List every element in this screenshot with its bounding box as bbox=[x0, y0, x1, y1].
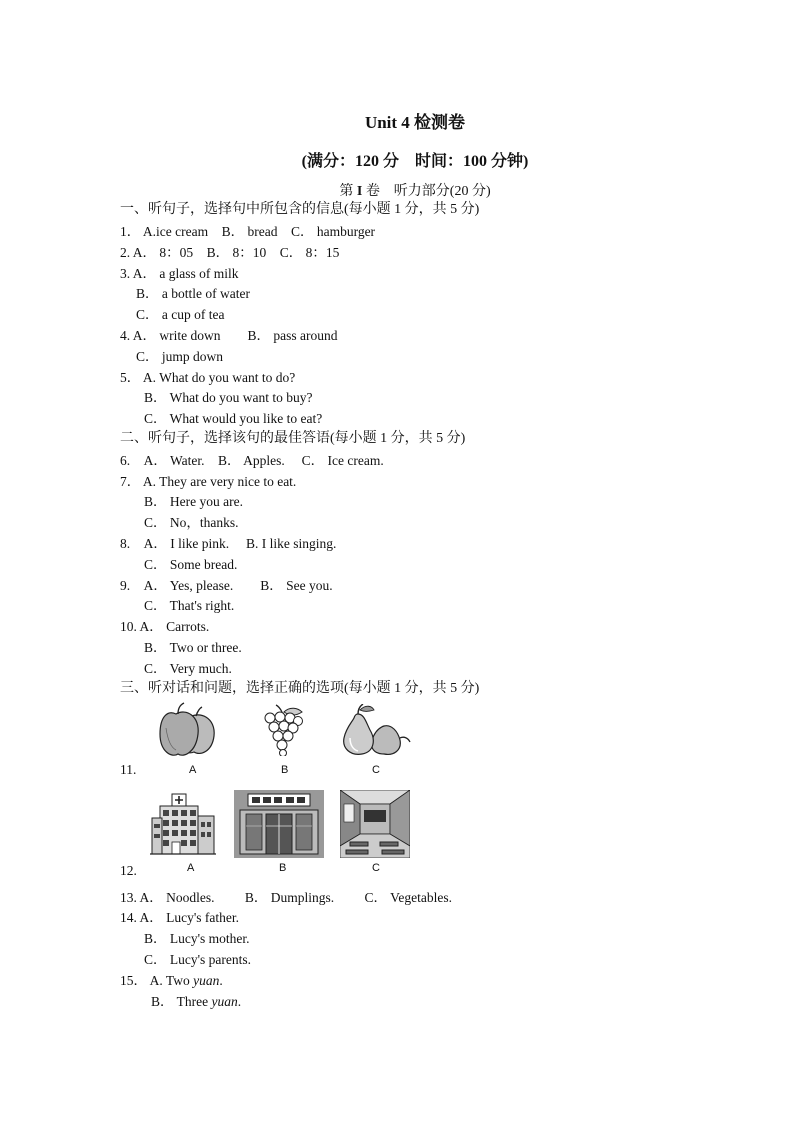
question-5-c: C． What would you like to eat? bbox=[144, 411, 323, 426]
question-5-a: 5． A. What do you want to do? bbox=[120, 370, 296, 385]
question-12-number: 12. bbox=[120, 863, 137, 878]
caption-12-a: A bbox=[187, 862, 195, 874]
question-15-a-unit: yuan bbox=[193, 973, 220, 988]
question-8-a: 8. A． I like pink. B. I like singing. bbox=[120, 536, 337, 551]
restaurant-icon bbox=[234, 790, 324, 858]
caption-11-b: B bbox=[281, 764, 289, 776]
question-15-b-text: B． Three bbox=[151, 994, 212, 1009]
question-2: 2. A． 8：05 B． 8：10 C． 8：15 bbox=[120, 245, 340, 260]
question-6: 6. A． Water. B． Apples. C． Ice cream. bbox=[120, 453, 384, 468]
question-9-a: 9. A． Yes, please. B． See you. bbox=[120, 578, 333, 593]
question-7-a: 7． A. They are very nice to eat. bbox=[120, 474, 297, 489]
caption-12-b: B bbox=[279, 862, 287, 874]
question-10-c: C． Very much. bbox=[144, 661, 232, 676]
question-13: 13. A． Noodles. B． Dumplings. C． Vegetables. bbox=[120, 890, 452, 905]
section-1-heading: 一、听句子，选择句中所包含的信息(每小题 1 分，共 5 分) bbox=[120, 202, 480, 217]
question-4-b: C． jump down bbox=[136, 349, 224, 364]
question-11-number: 11. bbox=[120, 762, 137, 777]
question-7-b: B． Here you are. bbox=[144, 494, 243, 509]
section-2-heading: 二、听句子，选择该句的最佳答语(每小题 1 分，共 5 分) bbox=[120, 431, 466, 446]
question-14-a: 14. A． Lucy's father. bbox=[120, 910, 240, 925]
question-15-a-text: 15． A. Two bbox=[120, 973, 194, 988]
question-14-c: C． Lucy's parents. bbox=[144, 952, 252, 967]
question-3-a: 3. A． a glass of milk bbox=[120, 266, 239, 281]
question-14-b: B． Lucy's mother. bbox=[144, 931, 250, 946]
part-heading bbox=[0, 180, 794, 200]
caption-11-a: A bbox=[189, 764, 197, 776]
caption-12-c: C bbox=[372, 862, 380, 874]
pears-icon bbox=[340, 704, 412, 756]
section-3-heading: 三、听对话和问题，选择正确的选项(每小题 1 分，共 5 分) bbox=[120, 681, 480, 696]
question-15-b bbox=[151, 993, 241, 1011]
classroom-icon bbox=[340, 790, 410, 858]
question-7-c: C． No，thanks. bbox=[144, 515, 239, 530]
question-15-a-end: . bbox=[219, 973, 223, 988]
question-1: 1． A.ice cream B． bread C． hamburger bbox=[120, 224, 376, 239]
grapes-icon bbox=[262, 704, 304, 756]
question-10-a: 10. A． Carrots. bbox=[120, 619, 210, 634]
part-suffix: 卷 听力部分(20 分) bbox=[365, 184, 491, 199]
exam-info: (满分：120 分 时间：100 分钟) bbox=[301, 153, 529, 170]
part-roman: I bbox=[356, 184, 363, 199]
question-15-b-unit: yuan bbox=[211, 994, 238, 1009]
question-15-b-end: . bbox=[237, 994, 242, 1009]
question-10-b: B． Two or three. bbox=[144, 640, 242, 655]
question-8-b: C． Some bread. bbox=[144, 557, 238, 572]
question-4-a: 4. A． write down B． pass around bbox=[120, 328, 338, 343]
question-3-b: B． a bottle of water bbox=[136, 286, 250, 301]
part-prefix: 第 bbox=[339, 184, 354, 199]
caption-11-c: C bbox=[372, 764, 380, 776]
question-3-c: C． a cup of tea bbox=[136, 307, 225, 322]
question-15-a bbox=[120, 972, 223, 990]
question-5-b: B． What do you want to buy? bbox=[144, 390, 313, 405]
question-9-b: C． That's right. bbox=[144, 598, 235, 613]
page-title: Unit 4 检测卷 bbox=[364, 113, 466, 132]
hospital-icon bbox=[150, 790, 216, 856]
apples-icon bbox=[156, 702, 218, 760]
